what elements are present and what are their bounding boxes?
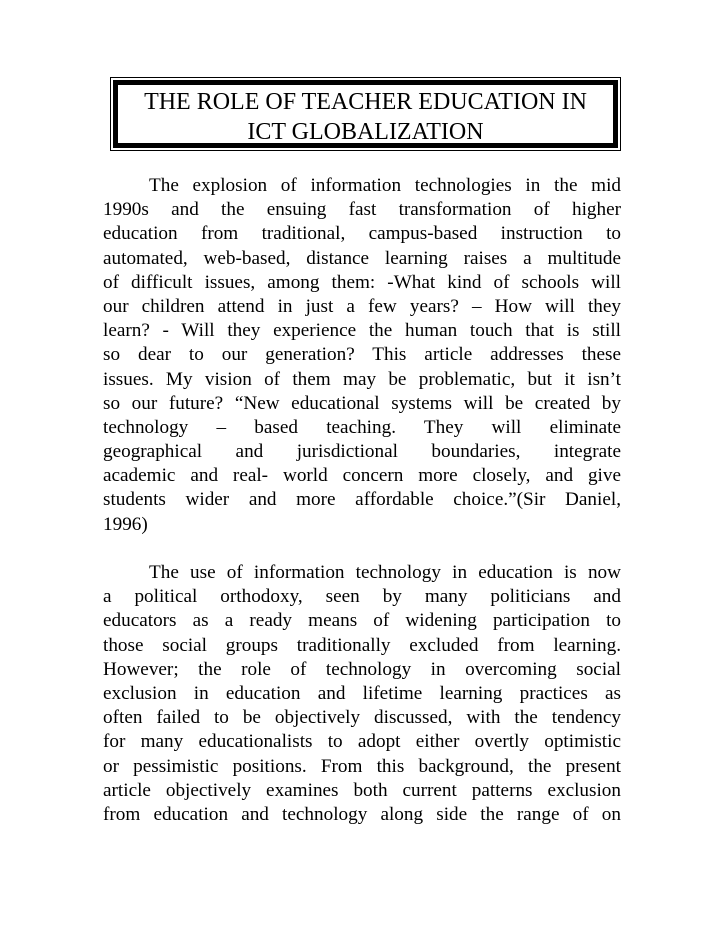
text-line: technology – based teaching. They will eliminate [103, 416, 621, 438]
title-line-2: ICT GLOBALIZATION [247, 119, 484, 145]
text-line: our children attend in just a few years? – How will they [103, 295, 621, 317]
text-line: so dear to our generation? This article addresses these [103, 344, 621, 366]
title-box [113, 80, 618, 148]
text-line: 1990s and the ensuing fast transformation of higher [103, 199, 621, 221]
text-line: learn? - Will they experience the human touch that is still [103, 320, 621, 342]
text-line: automated, web-based, distance learning raises a multitude [103, 247, 621, 269]
text-line: academic and real- world concern more closely, and give [103, 465, 621, 487]
text-line: 1996) [103, 513, 148, 535]
text-line: or pessimistic positions. From this background, the present [103, 755, 621, 777]
text-line: from education and technology along side the range of on [103, 803, 621, 825]
body-text [103, 174, 621, 827]
text-line: exclusion in education and lifetime learning practices as [103, 682, 621, 704]
text-line: issues. My vision of them may be problematic, but it isn’t [103, 368, 621, 390]
text-line: The use of information technology in education is now [149, 562, 621, 583]
text-line: so our future? “New educational systems will be created by [103, 392, 621, 414]
text-line: article objectively examines both current patterns exclusion [103, 779, 621, 801]
title-line-1: THE ROLE OF TEACHER EDUCATION IN [144, 89, 587, 115]
text-line: The explosion of information technologies in the mid [149, 175, 621, 196]
text-line: for many educationalists to adopt either overtly optimistic [103, 731, 621, 753]
text-line: educators as a ready means of widening participation to [103, 610, 621, 632]
text-line: often failed to be objectively discussed, with the tendency [103, 707, 621, 729]
paragraph-gap [103, 537, 621, 561]
text-line: of difficult issues, among them: -What kind of schools will [103, 271, 621, 293]
paragraph-1 [103, 174, 621, 537]
text-line: education from traditional, campus-based instruction to [103, 223, 621, 245]
text-line: geographical and jurisdictional boundaries, integrate [103, 441, 621, 463]
text-line: those social groups traditionally excluded from learning. [103, 634, 621, 656]
paragraph-2 [103, 561, 621, 827]
text-line: However; the role of technology in overcoming social [103, 658, 621, 680]
text-line: students wider and more affordable choice.”(Sir Daniel, [103, 489, 621, 511]
text-line: a political orthodoxy, seen by many politicians and [103, 586, 621, 608]
